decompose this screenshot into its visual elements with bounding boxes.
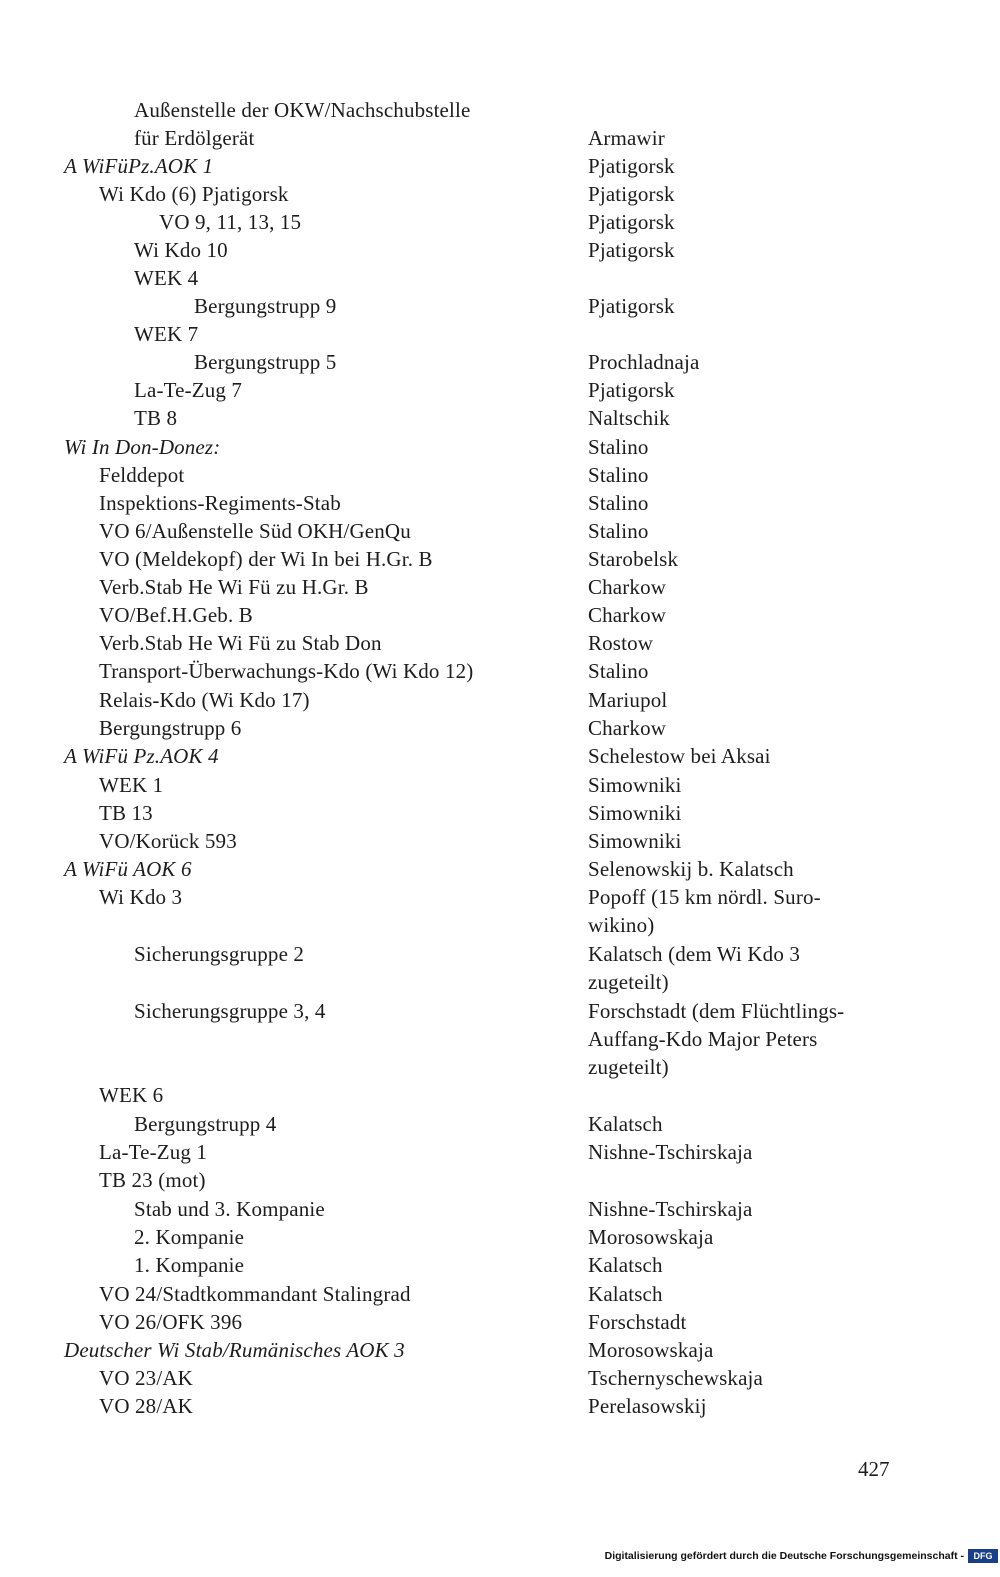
list-row — [0, 264, 1000, 292]
list-row — [0, 1392, 1000, 1420]
entry-location: Selenowskij b. Kalatsch — [588, 857, 794, 881]
entry-unit: A WiFü AOK 6 — [64, 857, 192, 881]
entry-location: Tschernyschewskaja — [588, 1366, 763, 1390]
list-row — [0, 1195, 1000, 1223]
entry-location: Stalino — [588, 435, 649, 459]
entry-location: Pjatigorsk — [588, 378, 675, 402]
entry-unit: Außenstelle der OKW/Nachschubstelle — [134, 98, 471, 122]
entry-unit: Wi In Don-Donez: — [64, 435, 221, 459]
list-row — [0, 827, 1000, 855]
entry-unit: Bergungstrupp 9 — [194, 294, 337, 318]
entry-unit: Relais-Kdo (Wi Kdo 17) — [99, 688, 310, 712]
list-row — [0, 517, 1000, 545]
entry-location: Charkow — [588, 575, 667, 599]
entry-location: Forschstadt (dem Flüchtlings- — [588, 999, 845, 1023]
entry-unit: Sicherungsgruppe 2 — [134, 942, 305, 966]
entry-location: Charkow — [588, 716, 667, 740]
list-row — [0, 686, 1000, 714]
list-row — [0, 545, 1000, 573]
page-number: 427 — [858, 1457, 890, 1481]
entry-location: Naltschik — [588, 406, 670, 430]
list-row — [0, 320, 1000, 348]
entry-unit: A WiFü Pz.AOK 4 — [64, 744, 219, 768]
entry-location: Kalatsch — [588, 1282, 663, 1306]
entry-unit: WEK 7 — [134, 322, 199, 346]
entry-location: Stalino — [588, 491, 649, 515]
entry-unit: TB 23 (mot) — [99, 1168, 206, 1192]
entry-unit: Sicherungsgruppe 3, 4 — [134, 999, 326, 1023]
list-row — [0, 1336, 1000, 1364]
entry-location: Schelestow bei Aksai — [588, 744, 771, 768]
entry-location: Charkow — [588, 603, 667, 627]
entry-unit: Bergungstrupp 4 — [134, 1112, 277, 1136]
list-row — [0, 855, 1000, 883]
list-row — [0, 1364, 1000, 1392]
entry-unit: Stab und 3. Kompanie — [134, 1197, 325, 1221]
entry-location: Kalatsch — [588, 1253, 663, 1277]
list-row — [0, 799, 1000, 827]
list-row — [0, 629, 1000, 657]
entry-unit: VO/Korück 593 — [99, 829, 237, 853]
entry-unit: VO 9, 11, 13, 15 — [159, 210, 302, 234]
entry-unit: WEK 1 — [99, 773, 164, 797]
list-row — [0, 489, 1000, 517]
entry-location: Pjatigorsk — [588, 238, 675, 262]
list-row — [0, 1110, 1000, 1138]
entry-unit: für Erdölgerät — [134, 126, 255, 150]
entry-unit: VO 6/Außenstelle Süd OKH/GenQu — [99, 519, 411, 543]
entry-location: Simowniki — [588, 801, 682, 825]
entry-location: Simowniki — [588, 773, 682, 797]
entry-location: zugeteilt) — [588, 1055, 669, 1079]
entry-unit: WEK 4 — [134, 266, 199, 290]
list-row — [0, 1251, 1000, 1279]
entry-location: Morosowskaja — [588, 1225, 714, 1249]
entry-location: Pjatigorsk — [588, 294, 675, 318]
entry-unit: Transport-Überwachungs-Kdo (Wi Kdo 12) — [99, 659, 474, 683]
list-row — [0, 208, 1000, 236]
entry-location: Nishne-Tschirskaja — [588, 1197, 753, 1221]
entry-unit: Bergungstrupp 5 — [194, 350, 337, 374]
entry-unit: VO 28/AK — [99, 1394, 193, 1418]
entry-location: zugeteilt) — [588, 970, 669, 994]
list-row — [0, 404, 1000, 432]
list-row — [0, 573, 1000, 601]
list-row — [0, 152, 1000, 180]
entry-location: Mariupol — [588, 688, 668, 712]
entry-unit: Felddepot — [99, 463, 185, 487]
list-row — [0, 461, 1000, 489]
entry-unit: VO 23/AK — [99, 1366, 193, 1390]
entry-unit: Wi Kdo (6) Pjatigorsk — [99, 182, 289, 206]
list-row — [0, 657, 1000, 685]
entry-unit: VO 26/OFK 396 — [99, 1310, 243, 1334]
list-row — [0, 742, 1000, 770]
entry-unit: VO 24/Stadtkommandant Stalingrad — [99, 1282, 411, 1306]
dfg-logo-icon: DFG — [968, 1549, 998, 1563]
list-row — [0, 771, 1000, 799]
entry-unit: La-Te-Zug 7 — [134, 378, 243, 402]
entry-location: Popoff (15 km nördl. Suro- — [588, 885, 821, 909]
entry-location: Starobelsk — [588, 547, 679, 571]
entry-unit: 2. Kompanie — [134, 1225, 245, 1249]
list-row — [0, 1308, 1000, 1336]
entry-location: Prochladnaja — [588, 350, 700, 374]
entry-location: Kalatsch (dem Wi Kdo 3 — [588, 942, 801, 966]
list-row — [0, 1166, 1000, 1194]
entry-location: Rostow — [588, 631, 654, 655]
entry-unit: A WiFüPz.AOK 1 — [64, 154, 214, 178]
entry-location: Kalatsch — [588, 1112, 663, 1136]
entry-location: Armawir — [588, 126, 665, 150]
list-row — [0, 1138, 1000, 1166]
entry-unit: Verb.Stab He Wi Fü zu Stab Don — [99, 631, 382, 655]
entry-unit: Deutscher Wi Stab/Rumänisches AOK 3 — [64, 1338, 405, 1362]
entry-location: Auffang-Kdo Major Peters — [588, 1027, 818, 1051]
list-row — [0, 1081, 1000, 1109]
entry-unit: Wi Kdo 3 — [99, 885, 183, 909]
entry-location: Forschstadt — [588, 1310, 687, 1334]
list-row — [0, 1053, 1000, 1081]
entry-location: Stalino — [588, 659, 649, 683]
entry-unit: TB 13 — [99, 801, 153, 825]
list-row — [0, 376, 1000, 404]
digitization-credit: Digitalisierung gefördert durch die Deutsche Forschungsgemeinschaft - — [604, 1550, 964, 1562]
entry-unit: Verb.Stab He Wi Fü zu H.Gr. B — [99, 575, 369, 599]
entry-location: Morosowskaja — [588, 1338, 714, 1362]
entry-location: Pjatigorsk — [588, 182, 675, 206]
entry-unit: La-Te-Zug 1 — [99, 1140, 208, 1164]
list-row — [0, 601, 1000, 629]
list-row — [0, 1223, 1000, 1251]
list-row — [0, 124, 1000, 152]
list-row — [0, 1025, 1000, 1053]
entry-location: Nishne-Tschirskaja — [588, 1140, 753, 1164]
entry-unit: WEK 6 — [99, 1083, 164, 1107]
entry-unit: Wi Kdo 10 — [134, 238, 228, 262]
entry-location: Perelasowskij — [588, 1394, 707, 1418]
list-row — [0, 236, 1000, 264]
list-row — [0, 180, 1000, 208]
list-row — [0, 883, 1000, 911]
list-row — [0, 433, 1000, 461]
entry-unit: Bergungstrupp 6 — [99, 716, 242, 740]
list-row — [0, 714, 1000, 742]
entry-location: Pjatigorsk — [588, 210, 675, 234]
list-row — [0, 1280, 1000, 1308]
entry-location: Pjatigorsk — [588, 154, 675, 178]
entry-location: Stalino — [588, 519, 649, 543]
entry-unit: 1. Kompanie — [134, 1253, 245, 1277]
list-row — [0, 968, 1000, 996]
entry-unit: VO/Bef.H.Geb. B — [99, 603, 253, 627]
entry-unit: TB 8 — [134, 406, 178, 430]
list-row — [0, 997, 1000, 1025]
list-row — [0, 292, 1000, 320]
entry-location: wikino) — [588, 913, 655, 937]
list-row — [0, 348, 1000, 376]
list-row — [0, 911, 1000, 939]
entry-unit: Inspektions-Regiments-Stab — [99, 491, 341, 515]
entry-unit: VO (Meldekopf) der Wi In bei H.Gr. B — [99, 547, 433, 571]
list-row — [0, 940, 1000, 968]
list-row — [0, 96, 1000, 124]
entry-location: Stalino — [588, 463, 649, 487]
entry-location: Simowniki — [588, 829, 682, 853]
